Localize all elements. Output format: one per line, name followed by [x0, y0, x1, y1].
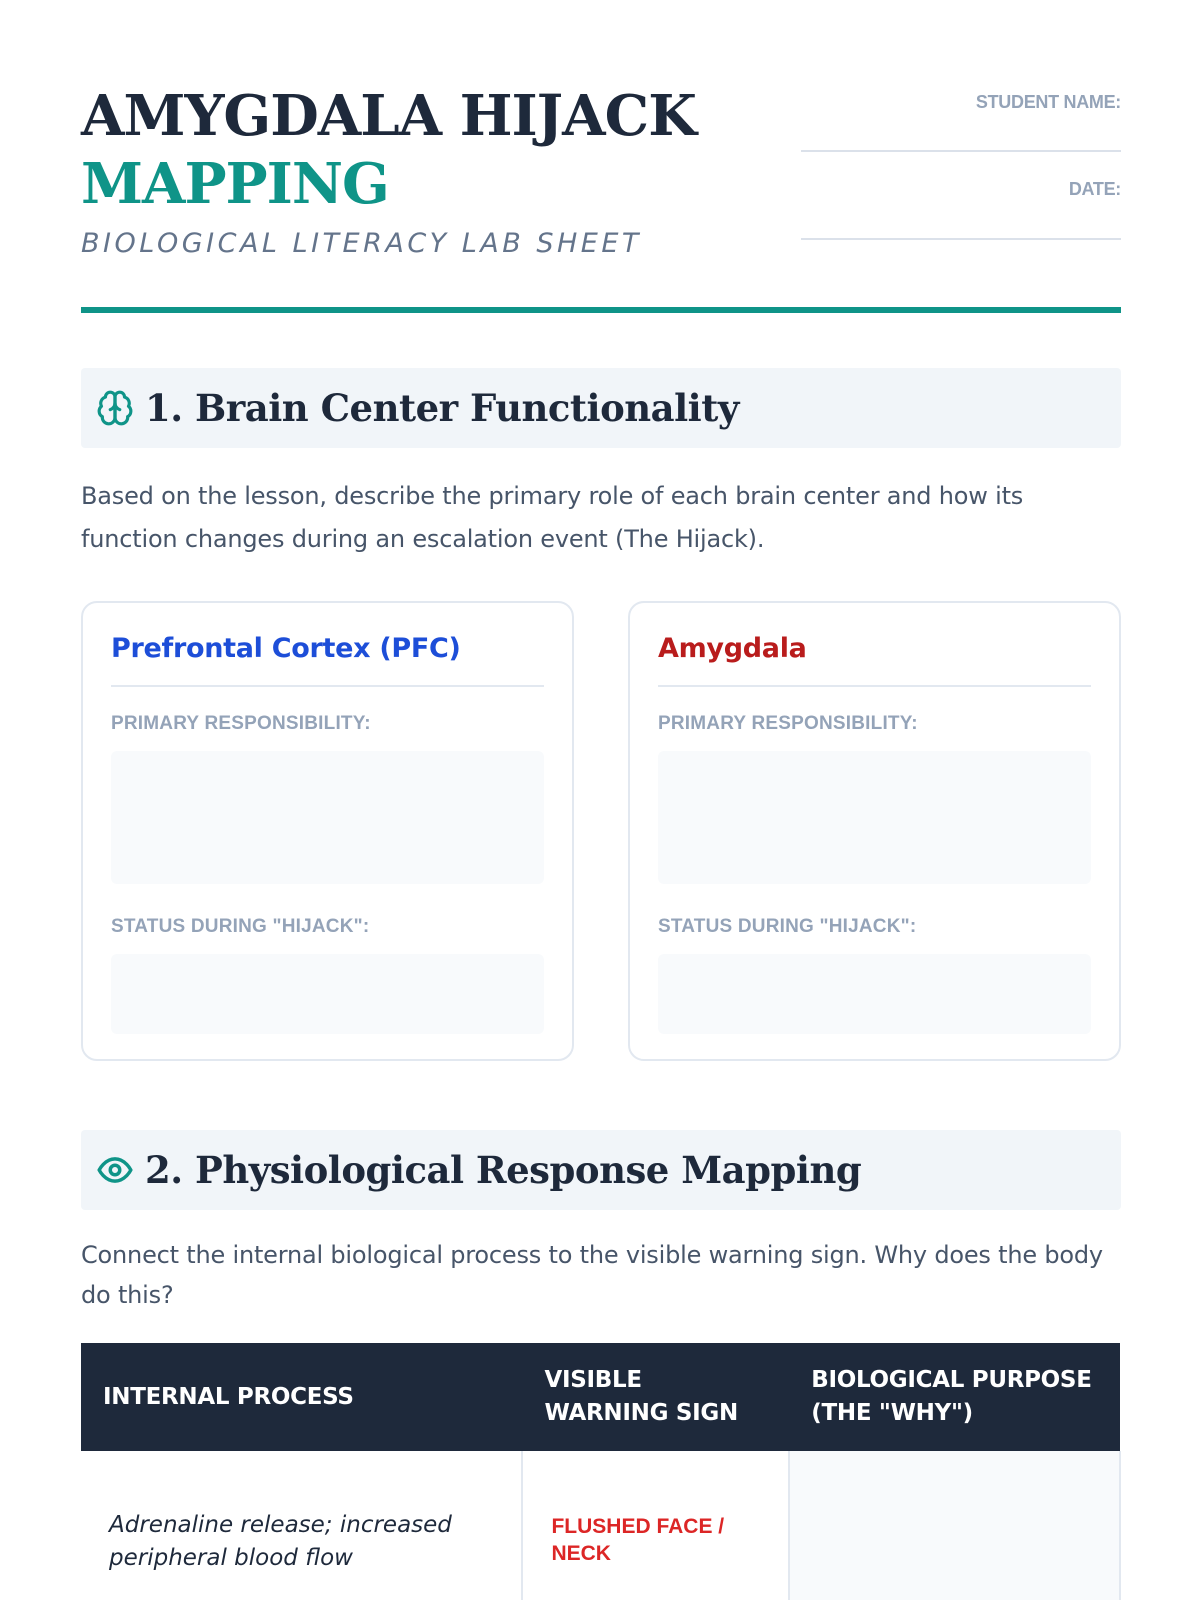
biological-purpose-answer-cell[interactable] [789, 1451, 1120, 1600]
amygdala-status-answer-box[interactable] [658, 954, 1091, 1034]
section-2-description: Connect the internal biological process to the visible warning sign. Why does the body do this? [81, 1241, 1103, 1309]
date-field[interactable] [801, 238, 1121, 240]
column-header-internal-process: INTERNAL PROCESS [81, 1343, 522, 1451]
internal-process-cell: Adrenaline release; increased peripheral blood flow [81, 1451, 522, 1600]
page-title: AMYGDALA HIJACK [81, 83, 696, 149]
pfc-status-answer-box[interactable] [111, 954, 544, 1034]
page-title-accent: MAPPING [81, 151, 389, 217]
date-label: DATE: [1068, 179, 1121, 199]
page-subtitle: BIOLOGICAL LITERACY LAB SHEET [81, 228, 642, 259]
title-block [81, 82, 761, 259]
pfc-primary-answer-box[interactable] [111, 751, 544, 884]
response-mapping-table [81, 1343, 1121, 1600]
primary-responsibility-label: PRIMARY RESPONSIBILITY: [658, 713, 918, 734]
amygdala-primary-answer-box[interactable] [658, 751, 1091, 884]
card-amygdala [628, 601, 1121, 1061]
card-pfc [81, 601, 574, 1061]
brain-icon [95, 388, 135, 428]
column-header-visible-warning-sign: VISIBLE WARNING SIGN [522, 1343, 789, 1451]
card-title-pfc: Prefrontal Cortex (PFC) [111, 633, 544, 687]
student-meta [801, 92, 1121, 240]
section-1-heading [81, 368, 1121, 448]
primary-responsibility-label: PRIMARY RESPONSIBILITY: [111, 713, 371, 734]
table-header-row [81, 1343, 1120, 1451]
student-name-field[interactable] [801, 150, 1121, 152]
section-2-heading [81, 1130, 1121, 1210]
header-divider [81, 307, 1121, 313]
section-1-title: 1. Brain Center Functionality [145, 386, 739, 430]
status-during-hijack-label: STATUS DURING "HIJACK": [658, 916, 917, 937]
student-name-label: STUDENT NAME: [975, 92, 1121, 112]
section-2-title: 2. Physiological Response Mapping [145, 1148, 862, 1192]
column-header-biological-purpose: BIOLOGICAL PURPOSE (THE "WHY") [789, 1343, 1120, 1451]
warning-sign-cell: FLUSHED FACE / NECK [522, 1451, 789, 1600]
lab-sheet [81, 0, 1121, 1571]
table-row [81, 1451, 1120, 1600]
status-during-hijack-label: STATUS DURING "HIJACK": [111, 916, 370, 937]
card-title-amygdala: Amygdala [658, 633, 1091, 687]
header [81, 0, 1121, 314]
eye-icon [95, 1150, 135, 1190]
section-1-description: Based on the lesson, describe the primary role of each brain center and how its function changes during an escalation event (The Hijack). [81, 482, 1024, 553]
